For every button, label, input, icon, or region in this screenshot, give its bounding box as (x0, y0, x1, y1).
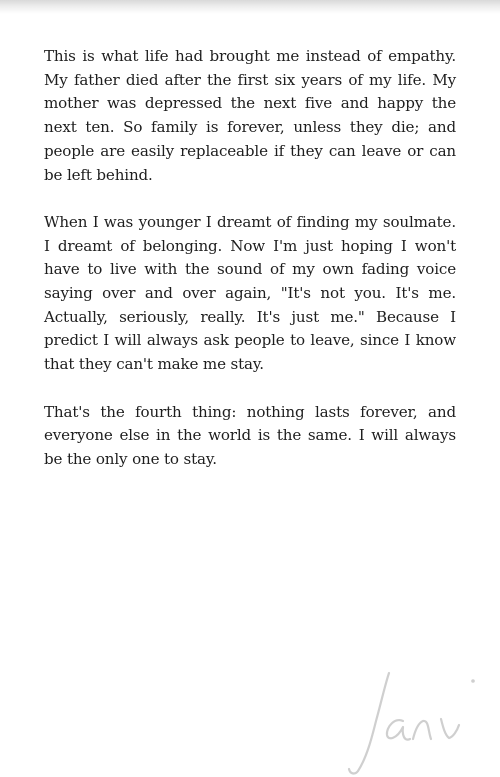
document-body (44, 45, 456, 495)
paragraph-3: That's the fourth thing: nothing lasts forever, and everyone else in the world is the same. I will always be the only one to stay. (44, 402, 456, 468)
paragraph-1: This is what life had brought me instead of empathy. My father died after the first six years of my life. My mother was depressed the next five and happy the next ten. So family is forever, unless they die; and people are easily replaceable if they can leave or can be left behind. (44, 47, 456, 184)
top-edge-shadow (0, 0, 500, 14)
handwritten-signature (345, 665, 485, 777)
paragraph-2: When I was younger I dreamt of finding my soulmate. I dreamt of belonging. Now I'm just hoping I won't have to live with the sound of my own fading voice saying over and over again, "It's not you. It's me. Actually, seriously, really. It's just me." Because I predict I will always ask people to leave, since I know that they can't make me stay. (44, 212, 456, 374)
